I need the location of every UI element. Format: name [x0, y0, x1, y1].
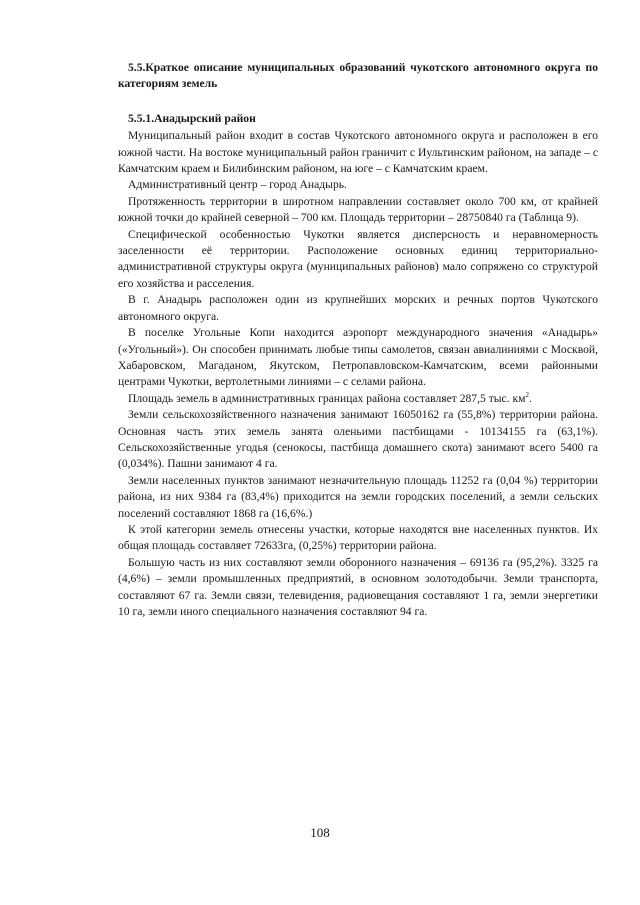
paragraph-3: Протяженность территории в широтном направлении составляет около 700 км, от крайней южной точки до крайней северной – 700 км. Площадь территории – 28750840 га (Таблица 9). [118, 194, 598, 225]
paragraph-10: Большую часть из них составляют земли оборонного назначения – 69136 га (95,2%). 3325 га (4,6%) – земли промышленных предприятий, в основном золотодобычи. Земли транспорта, составляют 67 га. Земли связи, телевидения, радиовещания составляют 1 га, земли энергетики 10 га, земли иного специального назначения составляют 94 га. [118, 555, 598, 618]
area-paragraph-superscript: 2 [525, 390, 529, 399]
area-paragraph-text: Площадь земель в административных границах района составляет 287,5 тыс. км [128, 391, 526, 405]
section-title: 5.5.Краткое описание муниципальных образований чукотского автономного округа по категориям земель [118, 61, 598, 91]
paragraph-7: Земли сельскохозяйственного назначения занимают 16050162 га (55,8%) территории района. Основная часть этих земель занята оленьими пастбищами - 10134155 га (63,1%). Сельскохозяйственные угодья (сенокосы, пастбища домашнего скота) занимают всего 5400 га (0,034%). Пашни занимают 4 га. [118, 408, 598, 471]
paragraph-1: Муниципальный район входит в состав Чукотского автономного округа и расположен в его южной части. На востоке муниципальный район граничит с Иультинским районом, на западе – с Камчатским краем и Билибинским районом, на юге – с Камчатским краем. [118, 129, 598, 176]
paragraph-4: Специфической особенностью Чукотки является дисперсность и неравномерность заселенности её территории. Расположение основных единиц территориально-административной структуры округа (муниципальных районов) мало сопряжено со структурой его хозяйства и расселения. [118, 227, 598, 290]
document-page [118, 60, 598, 620]
area-paragraph [118, 391, 598, 407]
paragraph-8: Земли населенных пунктов занимают незначительную площадь 11252 га (0,04 %) территории района, из них 9384 га (83,4%) приходится на земли городских поселений, а земли сельских поселений составляют 1868 га (16,6%.) [118, 473, 598, 520]
paragraph-6: В поселке Угольные Копи находится аэропорт международного значения «Анадырь» («Угольный»). Он способен принимать любые типы самолетов, связан авиалиниями с Москвой, Хабаровском, Магаданом, Якутском, Петропавловском-Камчатским, всеми районными центрами Чукотки, вертолетными линиями – с селами района. [118, 326, 598, 389]
area-paragraph-ending: . [528, 391, 532, 405]
paragraph-2: Административный центр – город Анадырь. [128, 178, 347, 192]
paragraph-9: К этой категории земель отнесены участки, которые находятся вне населенных пунктов. Их общая площадь составляет 72633га, (0,25%) территории района. [118, 522, 598, 553]
page-number: 108 [310, 825, 330, 840]
paragraph-5: В г. Анадырь расположен один из крупнейших морских и речных портов Чукотского автономного округа. [118, 293, 598, 323]
subsection-title: 5.5.1.Анадырский район [128, 111, 256, 125]
